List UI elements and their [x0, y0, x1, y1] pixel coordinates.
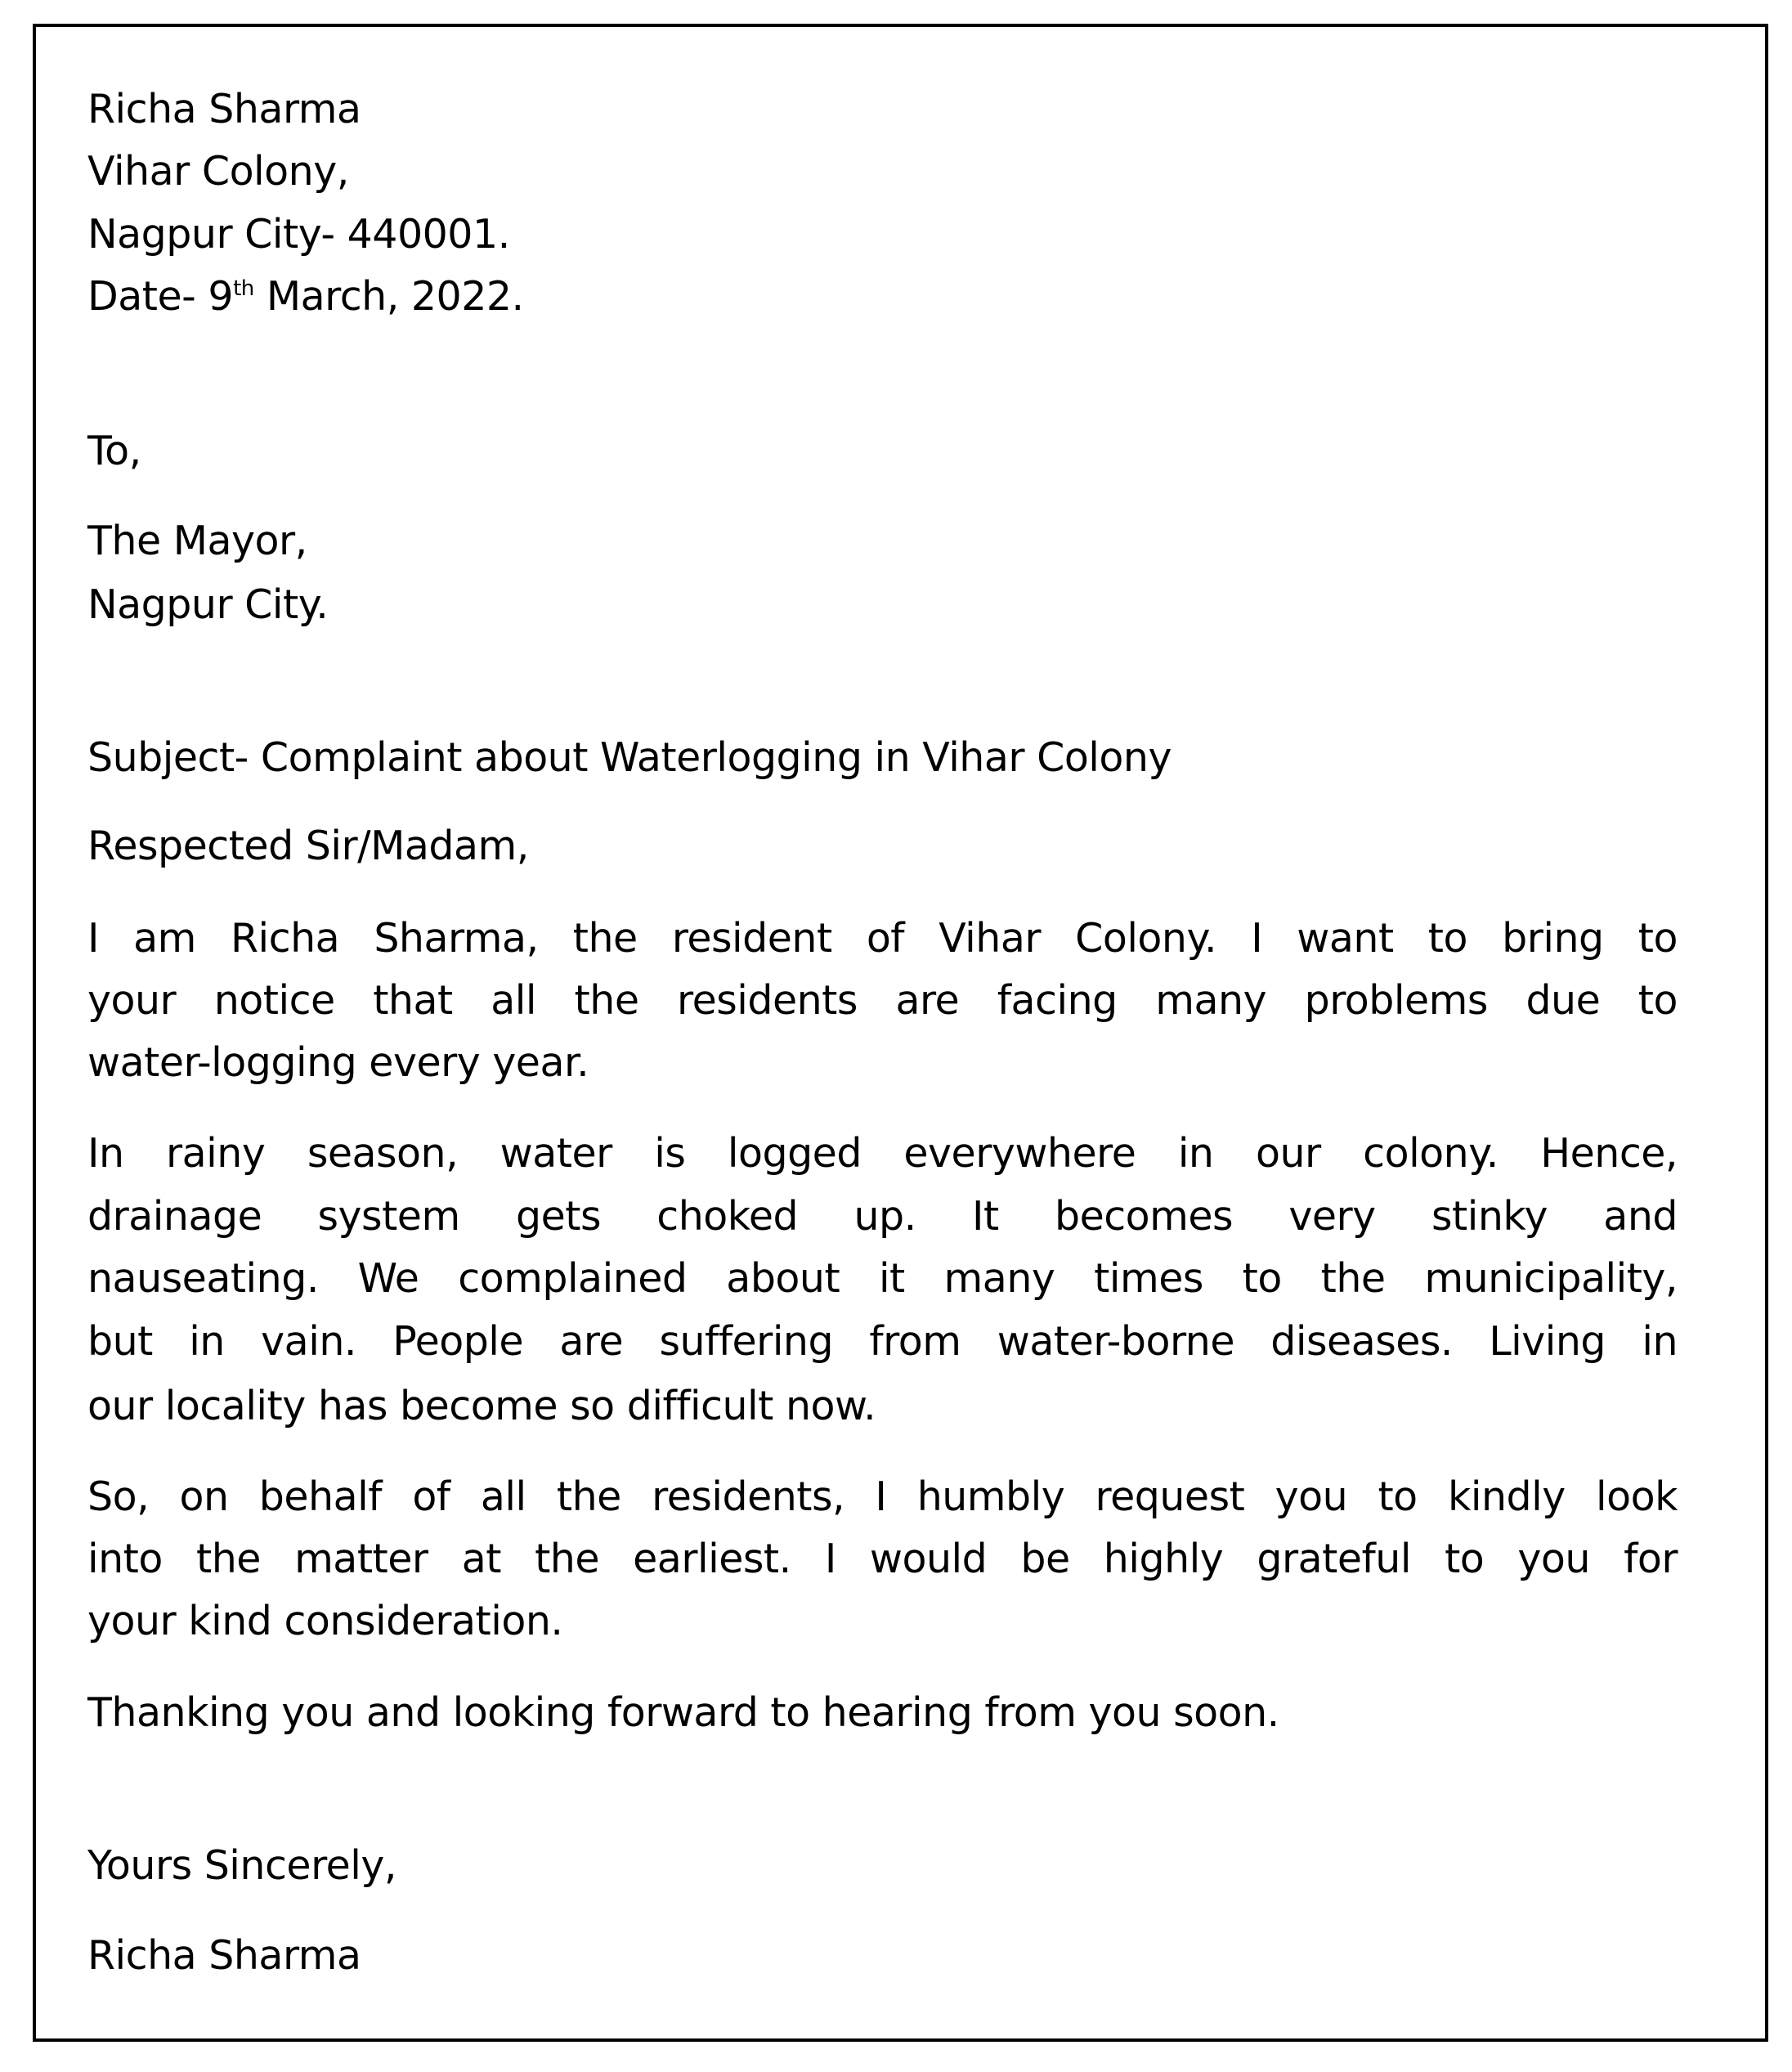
paragraph-3-line: into the matter at the earliest. I would be highly grateful to you for [87, 1536, 1678, 1582]
recipient-title: The Mayor, [87, 518, 307, 564]
paragraph-1-line: water-logging every year. [87, 1039, 589, 1086]
paragraph-2-line: In rainy season, water is logged everywhere in our colony. Hence, [87, 1130, 1678, 1177]
date-rest: March, 2022. [253, 273, 524, 320]
subject-line: Subject- Complaint about Waterlogging in Vihar Colony [87, 734, 1172, 781]
sender-name: Richa Sharma [87, 86, 361, 132]
letter-border [33, 24, 1768, 2042]
paragraph-3-line: So, on behalf of all the residents, I humbly request you to kindly look [87, 1473, 1678, 1520]
paragraph-1-line: your notice that all the residents are facing many problems due to [87, 977, 1678, 1024]
paragraph-2-line: drainage system gets choked up. It becomes very stinky and [87, 1193, 1678, 1240]
to-label: To, [87, 428, 141, 474]
date-ordinal-suffix: th [233, 276, 254, 301]
greeting: Respected Sir/Madam, [87, 823, 529, 869]
sender-address-line1: Vihar Colony, [87, 148, 349, 195]
sender-address-line2: Nagpur City- 440001. [87, 211, 510, 258]
closing: Yours Sincerely, [87, 1842, 396, 1889]
signature-name: Richa Sharma [87, 1932, 361, 1979]
paragraph-2-line: our locality has become so difficult now. [87, 1383, 876, 1429]
thanks-line: Thanking you and looking forward to hearing from you soon. [87, 1689, 1279, 1736]
paragraph-1-line: I am Richa Sharma, the resident of Vihar Colony. I want to bring to [87, 915, 1678, 962]
paragraph-2-line: but in vain. People are suffering from water-borne diseases. Living in [87, 1318, 1678, 1365]
date-prefix: Date- 9 [87, 273, 234, 320]
recipient-city: Nagpur City. [87, 581, 329, 628]
paragraph-3-line: your kind consideration. [87, 1598, 563, 1644]
letter-date [87, 272, 524, 321]
paragraph-2-line: nauseating. We complained about it many times to the municipality, [87, 1255, 1678, 1302]
